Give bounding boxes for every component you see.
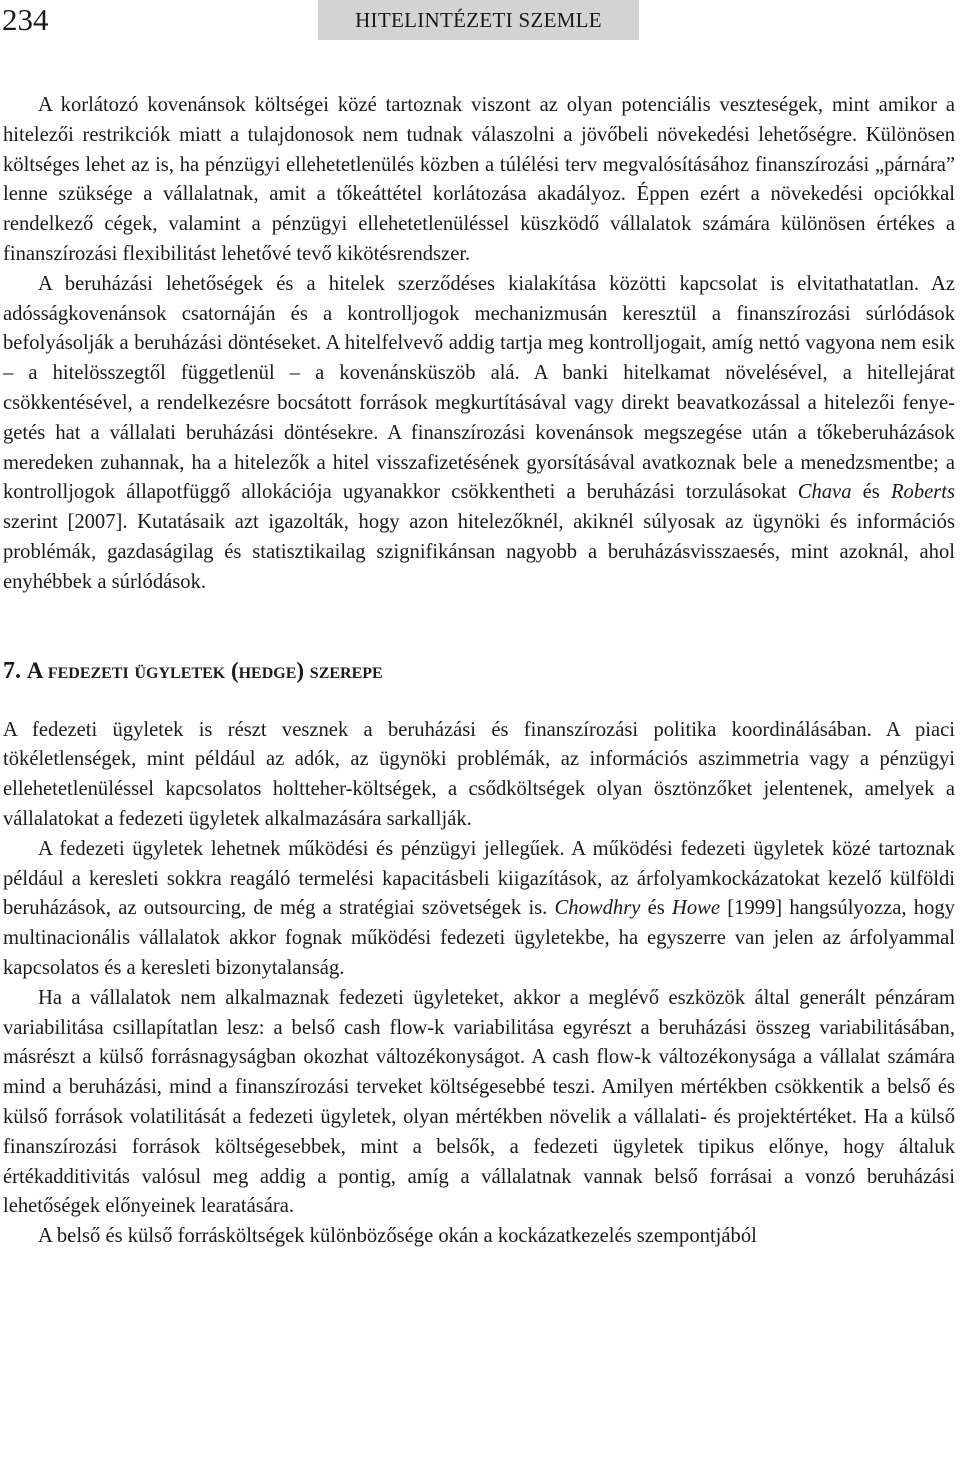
paragraph-text: A beruházási lehetőségek és a hitelek szerződéses kialakítása közötti kapcsolat is elvitathatatlan. Az adósságkovenánsok csatornáján és a kontrolljogok mechanizmusán keresztül a finanszírozási súrlódások befolyásolják a beruházási döntéseket. A hitelfelvevő addig tartja meg kontrolljogait, amíg nettó vagyona nem esik – a hitelösszegtől függetlenül – a kovenánsküszöb alá. A banki hitelkamat növelésével, a hitellejárat csökkentésével, a rendelkezésre bocsátott források megkurtításával vagy direkt beavatkozással a hitelezői fenyegetés hat a vállalati beruházási döntésekre. A finanszírozási kovenánsok megszegése után a tőkeberuházások meredeken zuhannak, ha a hitelezők a hitel visszafizetésének gyorsításával avatkoznak bele a menedzsmentbe; a kontrolljogok állapotfüggő allokációja ugyanakkor csökkentheti a beruházási torzulásokat — [3, 272, 955, 504]
paragraph-cash-flow-variability: Ha a vállalatok nem alkalmaznak fedezeti ügyleteket, akkor a meglévő eszközök által generált pénzáram variabilitása csillapítatlan lesz: a belső cash flow-k variabilitása egyrészt a beruházási összeg variabilitásában, másrészt a külső forrásnagyságban okozhat változékonyságot. A cash flow-k változékonysága a vállalat számára mind a beruházási, mind a finanszírozási terveket költségesebbé teszi. Amilyen mértékben csökkentik a belső és külső források volatilitását a fedezeti ügyletek, olyan mértékben növelik a vállalati- és projektértéket. Ha a külső finanszírozási források költségesebbek, mint a belsők, a fedezeti ügyletek tipikus előnye, hogy általuk értékadditivitás valósul meg addig a pontig, amíg a vállalatnak vannak belső forrásai a vonzó beruházási lehetőségek előnyeinek learatására. — [3, 986, 955, 1218]
paragraph-text: szerint [2007]. Kutatásaik azt igazolták, hogy azon hitelezőknél, akiknél súlyosak az ügynöki és információs problémák, gazdaságilag és statisztikailag szignifikánsan nagyobb a beruházásvisszaesés, mint azoknál, ahol enyhébbek a súrlódások. — [3, 511, 955, 593]
article-body — [3, 91, 955, 1252]
journal-title: HITELINTÉZETI SZEMLE — [318, 0, 639, 40]
paragraph-covenant-costs: A korlátozó kovenánsok költségei közé tartoznak viszont az olyan potenciális veszteségek, mint amikor a hitelezői restrikciók miatt a tulajdonosok nem tudnak válaszolni a jövőbeli növekedési lehetőségre. Különösen költséges lehet az is, ha pénzügyi ellehetetlenülés közben a túlélési terv megvalósításához finanszírozási „párnára” lenne szüksége a vállalatnak, amit a tőkeáttétel korlátozása akadályoz. Éppen ezért a növekedési opciókkal rendelkező cégek, valamint a pénzügyi ellehetetlenüléssel küszködő vállalatok számára különösen értékes a finanszírozási flexibilitást lehetővé tevő kikötésrendszer. — [3, 94, 955, 265]
section-title: A fedezeti ügyletek (hedge) szerepe — [26, 657, 383, 683]
conjunction: és — [647, 897, 665, 920]
paragraph-text: [1999] hangsúlyozza, hogy multinacionális vállalatok akkor fognak működési fedezeti ügyletekbe, ha egyszerre van jelen az árfolyammal kapcsolatos és a keresleti bizonytalanság. — [3, 897, 955, 979]
paragraph-hedge-intro: A fedezeti ügyletek is részt vesznek a beruházási és finanszírozási politika koordinálásában. A piaci tökéletlenségek, mint például az adók, az ügynöki problémák, az információs aszimmetria vagy a pénzügyi ellehetetlenüléssel kapcsolatos holtteher-költségek, a csődköltségek olyan ösztönzőket jelentenek, amelyek a vállalatokat a fedezeti ügyletek alkalmazására sarkallják. — [3, 718, 955, 830]
page-number: 234 — [2, 2, 49, 37]
author-citation: Roberts — [890, 481, 956, 504]
paragraph-funding-costs: A belső és külső forrásköltségek különbözősége okán a kockázatkezelés szempontjából — [38, 1225, 757, 1248]
section-heading — [3, 656, 955, 686]
paragraph-investment-covenants — [3, 270, 955, 598]
author-citation: Howe — [671, 897, 721, 920]
paragraph-text: A fedezeti ügyletek lehetnek működési és pénzügyi jellegűek. A működési fedezeti ügyletek közé tartoznak például a keresleti sokkra reagáló termelési kapacitásbeli kiigazítások, az árfolyamkockázatokat kezelő külföldi beruházások, az outsourcing, de még a stratégiai szövetségek is. — [3, 837, 955, 920]
conjunction: és — [862, 481, 880, 504]
author-citation: Chava — [797, 481, 852, 504]
page-header — [0, 0, 960, 42]
paragraph-hedge-types — [3, 835, 955, 984]
author-citation: Chowdhry — [554, 897, 641, 920]
section-number: 7. — [3, 657, 21, 684]
